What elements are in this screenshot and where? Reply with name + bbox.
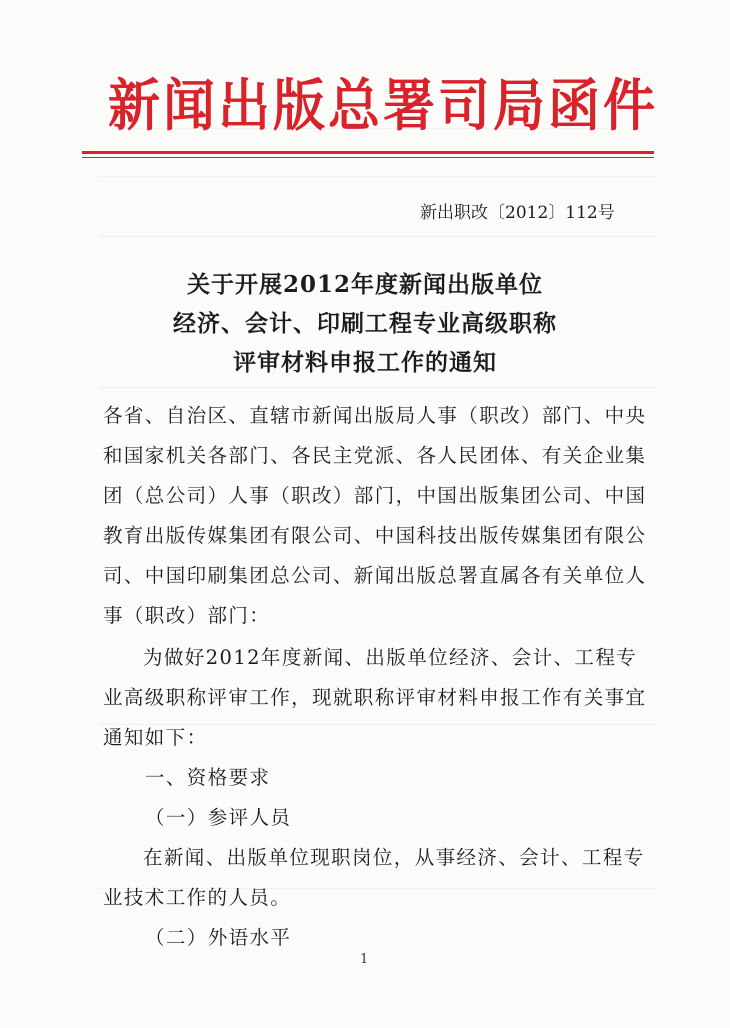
notice-title-line-1: 关于开展2012年度新闻出版单位 (186, 271, 543, 298)
intro-line: 为做好2012年度新闻、出版单位经济、会计、工程专 (143, 646, 638, 669)
bleed-through-line (100, 387, 660, 400)
bleed-through-line (100, 176, 660, 189)
letterhead-rule (82, 151, 654, 154)
letterhead-rule-thin (82, 157, 654, 158)
intro-line: 通知如下： (103, 726, 208, 749)
notice-title-line-2: 经济、会计、印刷工程专业高级职称 (173, 310, 557, 337)
section-heading-qualifications: 一、资格要求 (145, 766, 271, 789)
subsection-heading-participants: （一）参评人员 (145, 806, 292, 829)
letterhead-title: 新闻出版总署司局函件 (108, 73, 659, 140)
notice-title-line-3: 评审材料申报工作的通知 (233, 349, 497, 376)
recipients-line: 各省、自治区、直辖市新闻出版局人事（职改）部门、中央 (103, 404, 647, 427)
subsection-text-line: 在新闻、出版单位现职岗位，从事经济、会计、工程专 (143, 846, 645, 869)
recipients-line: 团（总公司）人事（职改）部门，中国出版集团公司、中国 (103, 484, 647, 507)
page-number: 1 (360, 952, 369, 967)
bleed-through-line (100, 236, 660, 249)
recipients-line: 司、中国印刷集团总公司、新闻出版总署直属各有关单位人 (103, 564, 647, 587)
recipients-line: 和国家机关各部门、各民主党派、各人民团体、有关企业集 (103, 444, 647, 467)
recipients-line: 教育出版传媒集团有限公司、中国科技出版传媒集团有限公 (103, 524, 647, 547)
intro-line: 业高级职称评审工作，现就职称评审材料申报工作有关事宜 (103, 686, 647, 709)
subsection-text-line: 业技术工作的人员。 (103, 886, 292, 909)
subsection-heading-foreign-language: （二）外语水平 (145, 926, 292, 949)
recipients-line: 事（职改）部门： (103, 604, 271, 627)
document-number: 新出职改〔2012〕112号 (420, 203, 615, 223)
